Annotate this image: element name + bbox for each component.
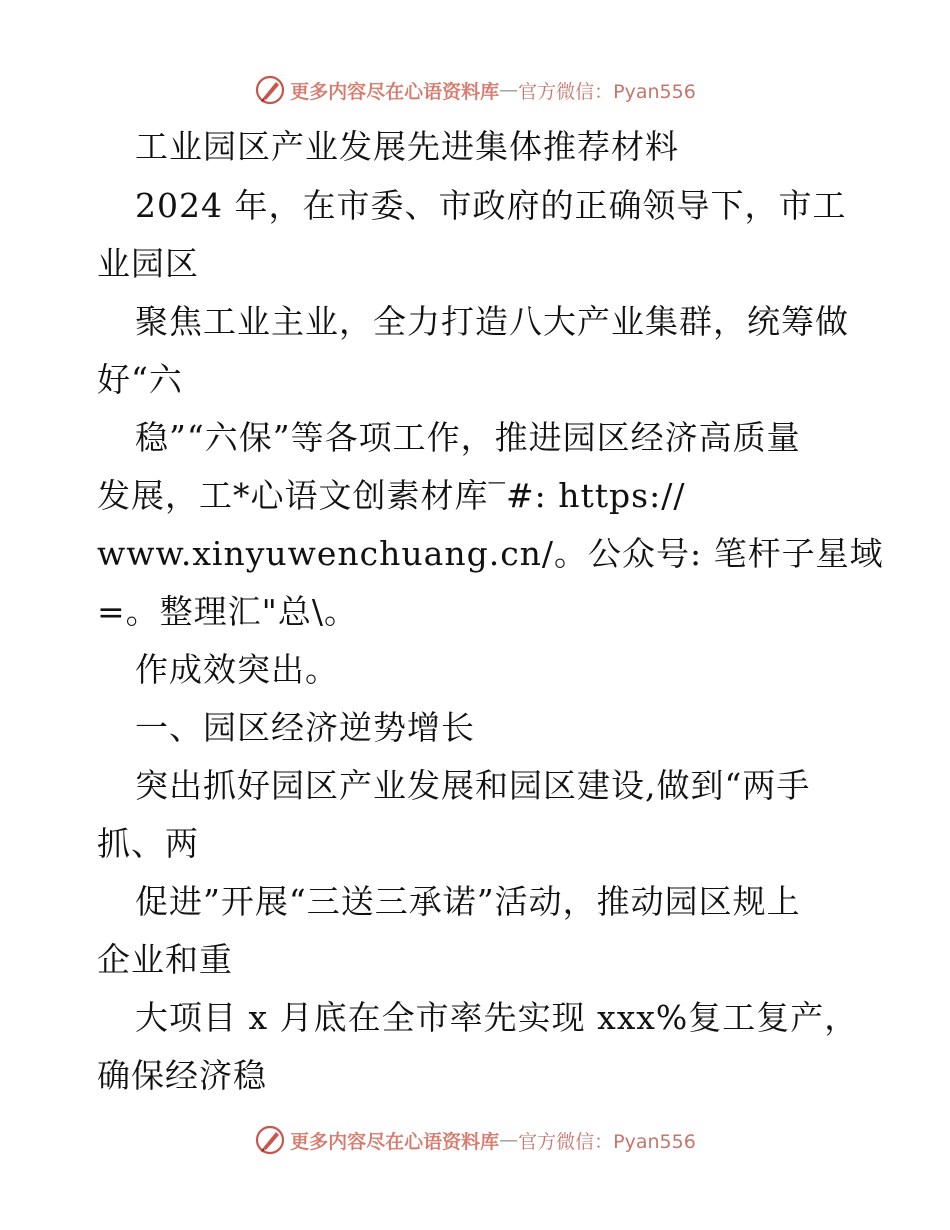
banner-dash: — (499, 79, 519, 101)
paragraph-line: 聚焦工业主业，全力打造八大产业集群，统筹做 (135, 302, 849, 341)
paragraph-line: 稳”“六保”等各项工作，推进园区经济高质量 (135, 418, 801, 457)
paragraph-line: 抓、两 (97, 824, 199, 863)
paragraph-line: 作成效突出。 (135, 650, 339, 689)
paragraph-line: 大项目 x 月底在全市率先实现 xxx%复工复产， (135, 998, 859, 1037)
banner-main-text: 更多内容尽在心语资料库 (290, 80, 500, 103)
paragraph-line: 企业和重 (97, 940, 233, 979)
document-title: 工业园区产业发展先进集体推荐材料 (135, 127, 679, 166)
footer-watermark-banner (0, 1120, 950, 1160)
paragraph-line: =。整理汇"总\。 (97, 592, 358, 631)
section-heading: 一、园区经济逆势增长 (135, 708, 475, 747)
paragraph-line: 好“六 (97, 360, 183, 399)
paragraph-line: 2024 年，在市委、市政府的正确领导下，市工 (135, 186, 847, 225)
banner-contact-text: 官方微信：Pyan556 (518, 1130, 696, 1153)
paragraph-line: www.xinyuwenchuang.cn/。公众号: 笔杆子星域 (97, 534, 884, 573)
banner-contact-text: 官方微信：Pyan556 (518, 80, 696, 103)
paragraph-line: 突出抓好园区产业发展和园区建设,做到“两手 (135, 766, 811, 805)
paragraph-line: 发展，工*心语文创素材库‾#: https:// (97, 476, 686, 515)
paragraph-line: 促进”开展“三送三承诺”活动，推动园区规上 (135, 882, 801, 921)
banner-main-text: 更多内容尽在心语资料库 (290, 1130, 500, 1153)
quill-pen-logo-icon (254, 1124, 286, 1156)
paragraph-line: 确保经济稳 (97, 1056, 267, 1095)
banner-dash: — (499, 1129, 519, 1151)
paragraph-line: 业园区 (97, 244, 199, 283)
